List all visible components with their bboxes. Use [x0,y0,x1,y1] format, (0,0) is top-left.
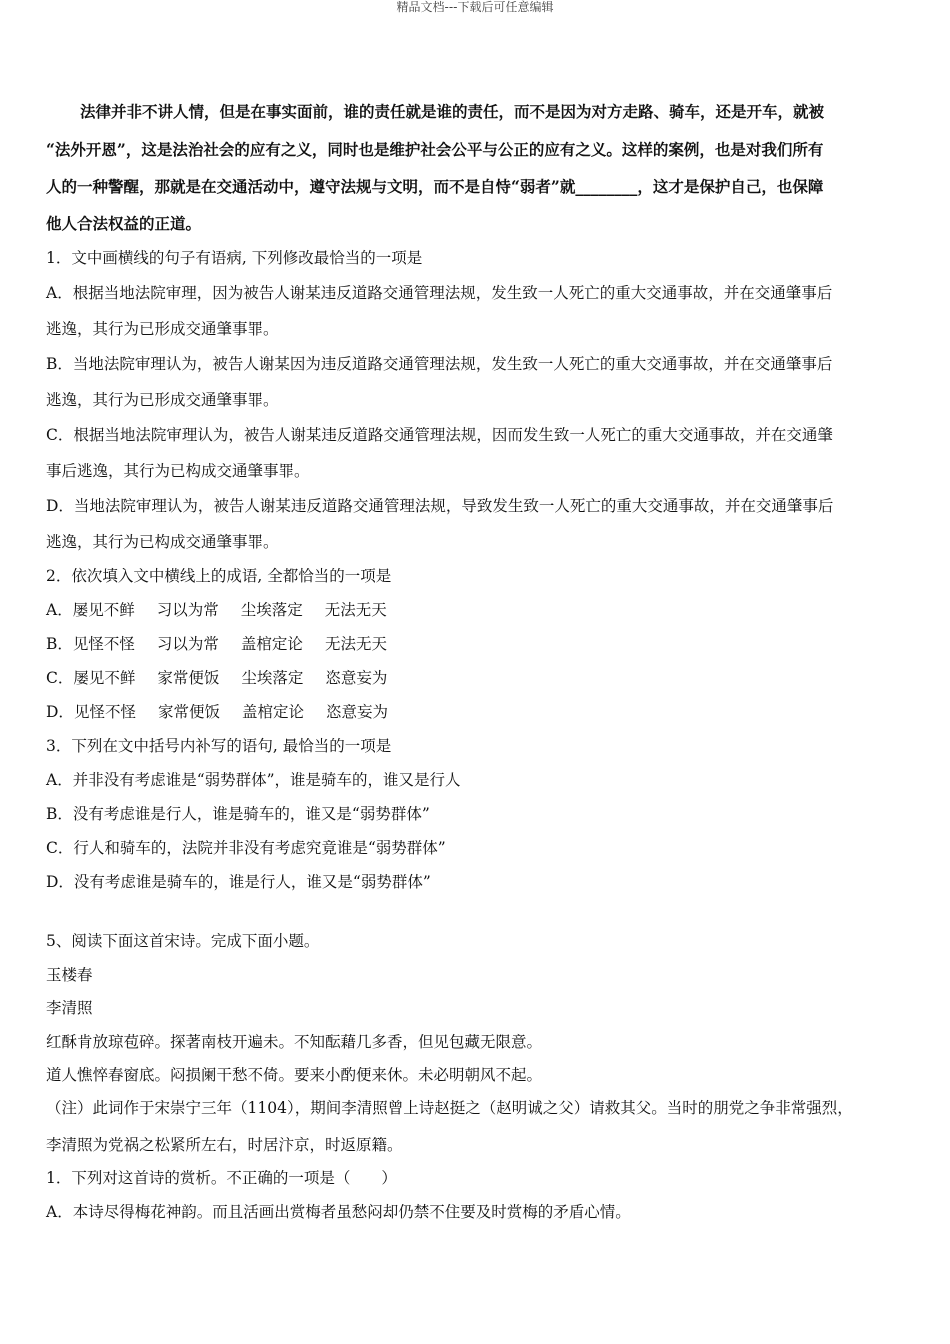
q2-option-b [46,634,409,654]
idiom: 屡见不鲜 [73,669,136,687]
q2-option-d [46,702,410,722]
poem-line-1: 红酥肯放琼苞碎。探著南枝开遍未。不知酝藉几多香，但见包藏无限意。 [46,1033,543,1051]
section5-intro: 5、阅读下面这首宋诗。完成下面小题。 [46,932,320,950]
passage-line-1: 法律并非不讲人情，但是在事实面前，谁的责任就是谁的责任，而不是因为对方走路、骑车，还是开车，就被 [80,102,825,121]
idiom: 屡见不鲜 [72,601,135,619]
idiom: 无法无天 [324,635,387,653]
q1-stem: 1．文中画横线的句子有语病, 下列修改最恰当的一项是 [46,249,423,267]
q3-option-d: D．没有考虑谁是骑车的，谁是行人，谁又是“弱势群体” [46,873,431,891]
q3-option-c: C．行人和骑车的，法院并非没有考虑究竟谁是“弱势群体” [46,839,446,857]
idiom: 尘埃落定 [241,669,304,687]
q2-option-a [46,600,409,620]
idiom: 恣意妄为 [325,703,388,721]
option-label: B． [46,635,73,653]
q1-option-c-line2: 事后逃逸，其行为已构成交通肇事罪。 [46,462,310,480]
option-label: A． [46,601,73,619]
idiom: 家常便饭 [157,703,220,721]
idiom: 尘埃落定 [240,601,303,619]
q1-option-d-line1: D．当地法院审理认为，被告人谢某违反道路交通管理法规，导致发生致一人死亡的重大交通事故，并在交通肇事后 [46,497,834,515]
q2-option-c [46,668,409,688]
option-label: D． [46,703,74,721]
option-label: C． [46,669,74,687]
q1-option-c-line1: C．根据当地法院审理认为，被告人谢某违反道路交通管理法规，因而发生致一人死亡的重大交通事故，并在交通肇 [46,426,833,444]
q1-option-b-line2: 逃逸，其行为已形成交通肇事罪。 [46,391,279,409]
q1-option-a-line2: 逃逸，其行为已形成交通肇事罪。 [46,320,279,338]
passage-line-2: “法外开恩”，这是法治社会的应有之义，同时也是维护社会公平与公正的应有之义。这样的案例，也是对我们所有 [46,140,824,159]
q1-option-d-line2: 逃逸，其行为已构成交通肇事罪。 [46,533,279,551]
section5-q1-option-a: A．本诗尽得梅花神韵。而且活画出赏梅者虽愁闷却仍禁不住要及时赏梅的矛盾心情。 [46,1203,631,1221]
idiom: 盖棺定论 [241,703,304,721]
idiom: 家常便饭 [157,669,220,687]
passage-line-3: 人的一种警醒，那就是在交通活动中，遵守法规与文明，而不是自恃“弱者”就________，这才是保护自己，也保障 [46,177,824,196]
page-header: 精品文档---下载后可任意编辑 [396,0,554,14]
q1-option-b-line1: B．当地法院审理认为，被告人谢某因为违反道路交通管理法规，发生致一人死亡的重大交通事故，并在交通肇事后 [46,355,833,373]
q3-option-b: B．没有考虑谁是行人，谁是骑车的，谁又是“弱势群体” [46,805,430,823]
idiom: 盖棺定论 [240,635,303,653]
poem-line-2: 道人憔悴春窗底。闷损阑干愁不倚。要来小酌便来休。未必明朝风不起。 [46,1066,543,1084]
idiom: 见怪不怪 [73,703,136,721]
poem-note-line-1: （注）此词作于宋崇宁三年（1104），期间李清照曾上诗赵挺之（赵明诚之父）请救其父。当时的朋党之争非常强烈， [46,1099,853,1117]
idiom: 无法无天 [324,601,387,619]
idiom: 见怪不怪 [72,635,135,653]
q1-option-a-line1: A．根据当地法院审理，因为被告人谢某违反道路交通管理法规，发生致一人死亡的重大交通事故，并在交通肇事后 [46,284,833,302]
q3-option-a: A．并非没有考虑谁是“弱势群体”，谁是骑车的，谁又是行人 [46,771,461,789]
poem-note-line-2: 李清照为党祸之松紧所左右，时居汴京，时返原籍。 [46,1136,403,1154]
q2-stem: 2．依次填入文中横线上的成语, 全都恰当的一项是 [46,567,392,585]
idiom: 恣意妄为 [325,669,388,687]
poem-author: 李清照 [46,999,93,1017]
idiom: 习以为常 [156,635,219,653]
section5-q1-stem: 1．下列对这首诗的赏析。不正确的一项是（ ） [46,1169,397,1187]
q3-stem: 3．下列在文中括号内补写的语句, 最恰当的一项是 [46,737,392,755]
passage-line-4: 他人合法权益的正道。 [46,214,202,233]
poem-title: 玉楼春 [46,966,93,984]
idiom: 习以为常 [156,601,219,619]
